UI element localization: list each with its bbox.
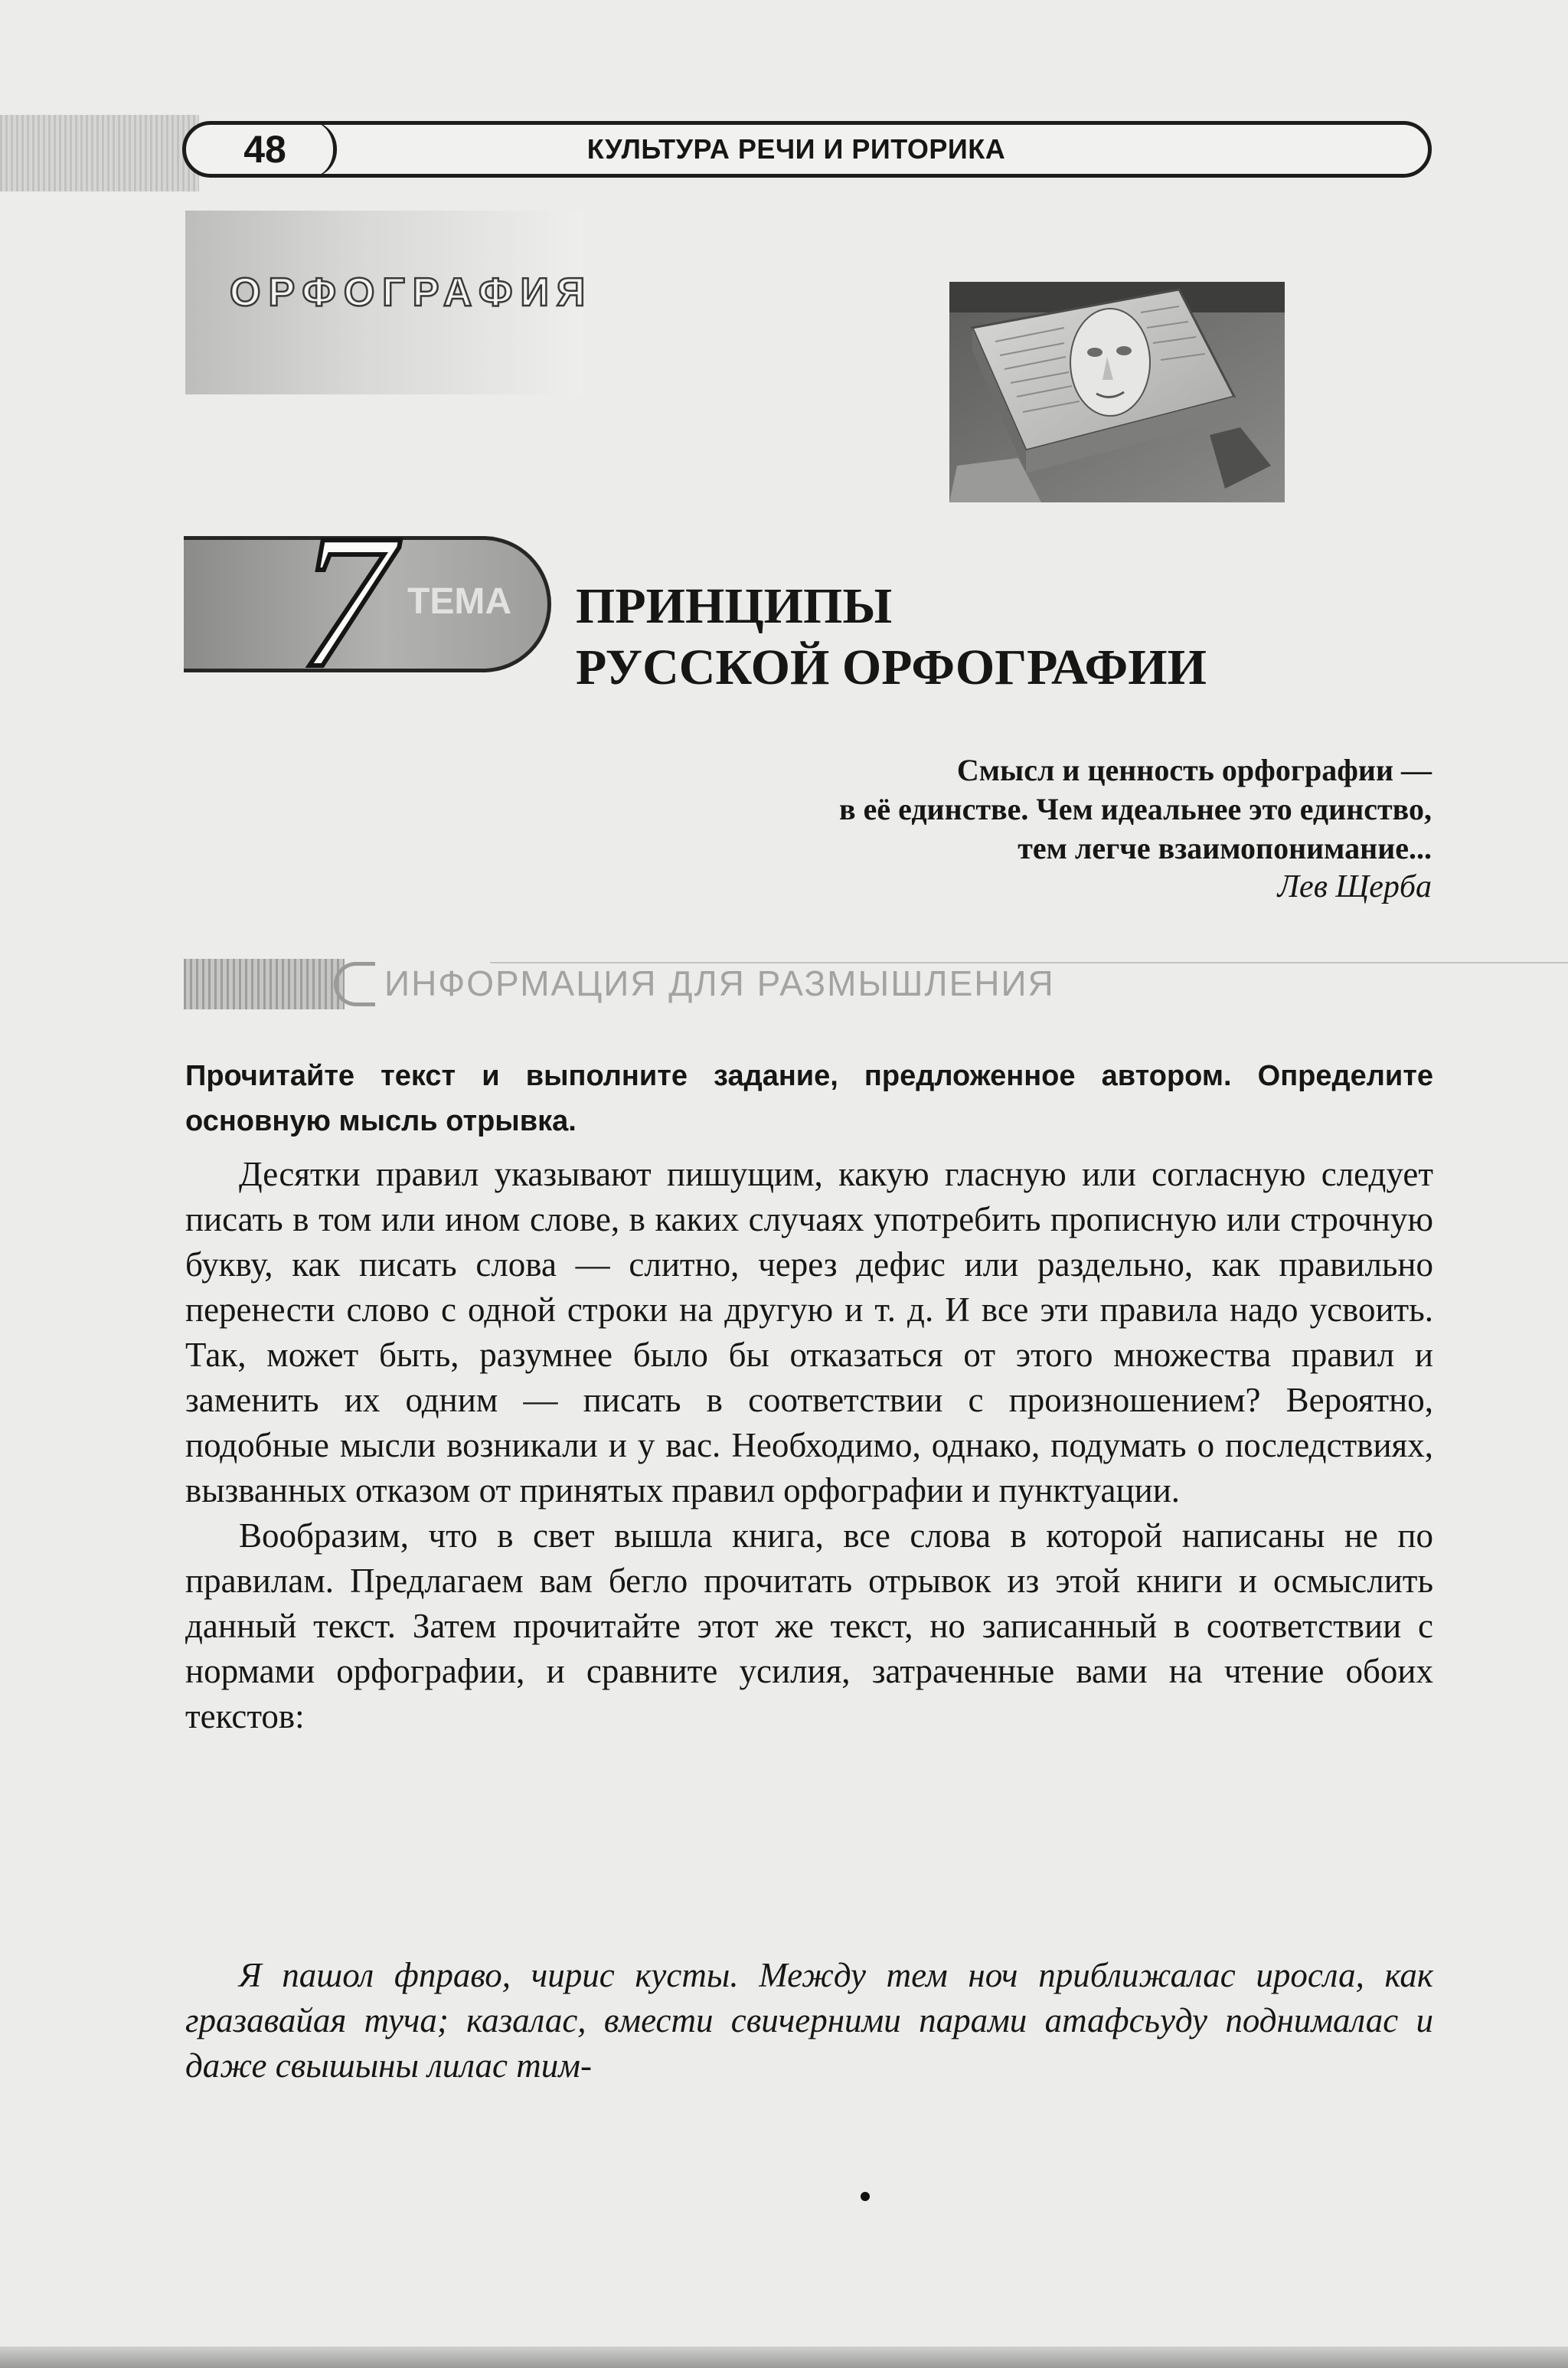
stray-dot	[861, 2192, 870, 2201]
info-heading-texture	[184, 959, 345, 1009]
scan-bottom-edge	[0, 2347, 1568, 2368]
scan-texture	[0, 115, 199, 191]
book-mask-illustration	[949, 282, 1285, 502]
info-heading-bracket	[334, 962, 375, 1006]
theme-title-line-2: РУССКОЙ ОРФОГРАФИИ	[576, 639, 1207, 695]
section-title: ОРФОГРАФИЯ	[230, 270, 593, 315]
theme-number: 7	[298, 496, 394, 708]
sample-misspelled-text: Я пашол фправо, чирис кусты. Между тем ноч приближалас иросла, как гразавайая туча; казалас, вмести свичерними парами атафсьуду поднималас и даже свышыны лилас тим-	[185, 1956, 1433, 2085]
monument-photo	[949, 282, 1285, 502]
theme-label: ТЕМА	[407, 581, 511, 622]
running-title: КУЛЬТУРА РЕЧИ И РИТОРИКА	[586, 133, 1006, 165]
epigraph	[459, 751, 1432, 907]
epigraph-line-1: Смысл и ценность орфографии —	[956, 753, 1432, 787]
body-text	[185, 1152, 1433, 1739]
task-instruction: Прочитайте текст и выполните задание, предложенное автором. Определите основную мысль отрывка.	[185, 1060, 1433, 1137]
theme-title-line-1: ПРИНЦИПЫ	[576, 578, 893, 634]
info-heading: ИНФОРМАЦИЯ ДЛЯ РАЗМЫШЛЕНИЯ	[384, 963, 1055, 1003]
body-paragraph: Вообразим, что в свет вышла книга, все слова в которой написаны не по правилам. Предлагаем вам бегло прочитать отрывок из этой книги и осмыслить данный текст. Затем прочитайте этот же текст, но записанный в соответствии с нормами орфографии, и сравните усилия, затраченные вами на чтение обоих текстов:	[185, 1516, 1433, 1735]
epigraph-line-3: тем легче взаимопонимание...	[1018, 831, 1432, 865]
epigraph-line-2: в её единстве. Чем идеальнее это единство,	[838, 792, 1432, 826]
info-heading-bar	[184, 959, 1439, 1009]
page-number: 48	[243, 128, 286, 171]
body-paragraph: Десятки правил указывают пишущим, какую гласную или согласную следует писать в том или ином слове, в каких случаях употребить прописную или строчную букву, как писать слова — слитно, через дефис или раздельно, как правильно перенести слово с одной строки на другую и т. д. И все эти правила надо усвоить. Так, может быть, разумнее было бы отказаться от этого множества правил и заменить их одним — писать в соответствии с произношением? Вероятно, подобные мысли возникали и у вас. Необходимо, однако, подумать о последствиях, вызванных отказом от принятых правил орфографии и пунктуации.	[185, 1155, 1433, 1509]
theme-title	[576, 576, 1418, 698]
epigraph-author: Лев Щерба	[1277, 869, 1432, 904]
